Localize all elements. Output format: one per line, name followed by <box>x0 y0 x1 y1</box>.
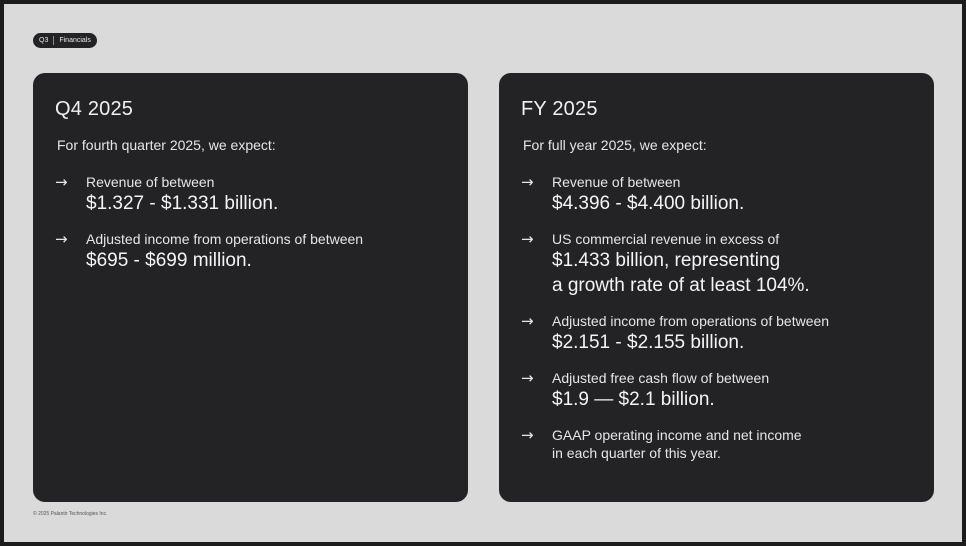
section-divider <box>53 36 54 45</box>
expectation-amount: $1.9 — $2.1 billion. <box>552 389 715 410</box>
list-item <box>521 312 918 355</box>
expectation-amount: $1.327 - $1.331 billion. <box>86 193 279 214</box>
list-item <box>55 230 452 273</box>
expectation-amount: $2.151 - $2.155 billion. <box>552 332 745 353</box>
q4-subtitle: For fourth quarter 2025, we expect: <box>57 137 276 153</box>
q4-title: Q4 2025 <box>55 98 134 120</box>
list-item <box>55 173 452 216</box>
expectation-label: GAAP operating income and net income <box>552 427 802 443</box>
expectation-label: Adjusted income from operations of between <box>86 231 364 247</box>
right-arrow-icon: → <box>55 173 68 191</box>
expectation-amount: $4.396 - $4.400 billion. <box>552 193 745 214</box>
right-arrow-icon: → <box>521 312 534 330</box>
section-label: Financials <box>59 37 91 44</box>
fy-title: FY 2025 <box>521 98 598 120</box>
expectation-label: Adjusted income from operations of between <box>552 313 830 329</box>
fy-expectations-list <box>521 173 918 476</box>
list-item <box>521 173 918 216</box>
expectation-label: US commercial revenue in excess of <box>552 231 780 247</box>
expectation-label: Adjusted free cash flow of between <box>552 370 770 386</box>
list-item <box>521 426 918 462</box>
q4-expectations-list <box>55 173 452 287</box>
slide <box>4 4 962 542</box>
right-arrow-icon: → <box>521 230 534 248</box>
expectation-amount: $1.433 billion, representing <box>552 250 781 271</box>
section-tag <box>33 33 97 48</box>
expectation-label: Revenue of between <box>86 174 215 190</box>
section-number: Q3 <box>39 37 49 44</box>
list-item <box>521 369 918 412</box>
fy-subtitle: For full year 2025, we expect: <box>523 137 707 153</box>
right-arrow-icon: → <box>521 426 534 444</box>
list-item <box>521 230 918 298</box>
expectation-label: Revenue of between <box>552 174 681 190</box>
copyright-footer: © 2025 Palantir Technologies Inc. <box>33 511 108 517</box>
q4-outlook-card <box>33 73 468 502</box>
right-arrow-icon: → <box>55 230 68 248</box>
expectation-amount: a growth rate of at least 104%. <box>552 275 810 296</box>
expectation-amount: $695 - $699 million. <box>86 250 252 271</box>
expectation-label: in each quarter of this year. <box>552 445 721 461</box>
right-arrow-icon: → <box>521 369 534 387</box>
fy-outlook-card <box>499 73 934 502</box>
right-arrow-icon: → <box>521 173 534 191</box>
